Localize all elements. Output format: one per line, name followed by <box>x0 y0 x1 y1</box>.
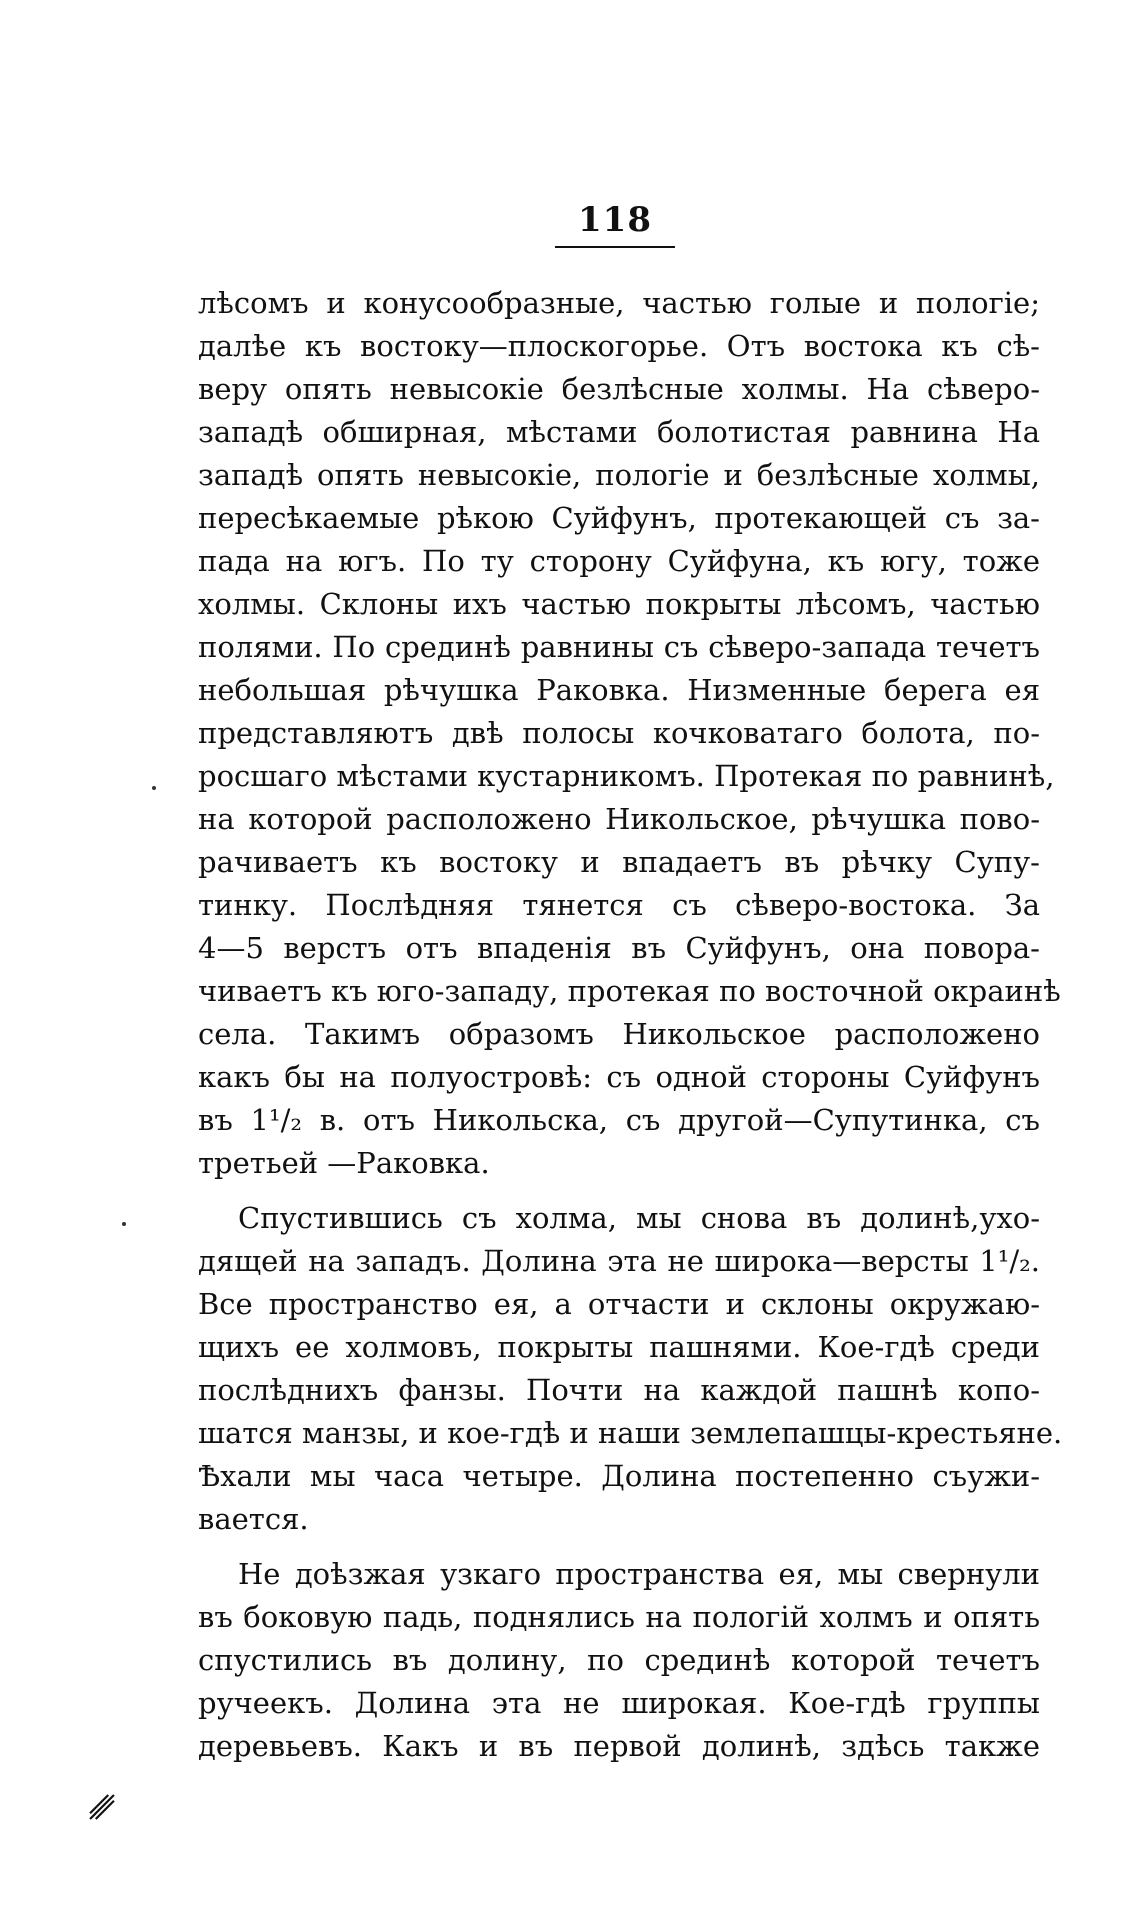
text-line: полями. По срединѣ равнины съ сѣверо-запада течетъ <box>198 630 1040 664</box>
text-line: холмы. Склоны ихъ частью покрыты лѣсомъ, частью <box>198 587 1040 621</box>
text-line: тинку. Послѣдняя тянется съ сѣверо-востока. За <box>198 888 1040 922</box>
margin-speck <box>122 1222 126 1226</box>
text-line: веру опять невысокіе безлѣсные холмы. На сѣверо- <box>198 372 1040 406</box>
text-line: западѣ обширная, мѣстами болотистая равнина На <box>198 415 1040 449</box>
text-line: Ѣхали мы часа четыре. Долина постепенно съужи- <box>198 1459 1040 1493</box>
text-body <box>198 282 1063 1768</box>
corner-mark: ␥ <box>90 1792 114 1827</box>
text-line: чиваетъ къ юго-западу, протекая по восточной окраинѣ <box>198 974 1061 1008</box>
text-line: спустились въ долину, по срединѣ которой течетъ <box>198 1643 1040 1677</box>
text-line: какъ бы на полуостровѣ: съ одной стороны Суйфунъ <box>198 1060 1040 1094</box>
text-line: дящей на западъ. Долина эта не широка—версты 1¹/₂. <box>198 1244 1040 1278</box>
text-line: росшаго мѣстами кустарникомъ. Протекая по равнинѣ, <box>198 759 1055 793</box>
text-line: на которой расположено Никольское, рѣчушка пово- <box>198 802 1040 836</box>
paragraph-2 <box>198 1197 1063 1541</box>
text-line: небольшая рѣчушка Раковка. Низменные берега ея <box>198 673 1040 707</box>
text-line: села. Такимъ образомъ Никольское расположено <box>198 1017 1040 1051</box>
text-line: Спустившись съ холма, мы снова въ долинѣ,ухо- <box>238 1201 1040 1235</box>
text-line: ручеекъ. Долина эта не широкая. Кое-гдѣ группы <box>198 1686 1040 1720</box>
text-line: деревьевъ. Какъ и въ первой долинѣ, здѣсь также <box>198 1729 1040 1763</box>
text-line: шатся манзы, и кое-гдѣ и наши землепашцы-крестьяне. <box>198 1416 1063 1450</box>
paragraph-1 <box>198 282 1061 1185</box>
text-line: Все пространство ея, а отчасти и склоны окружаю- <box>198 1287 1040 1321</box>
text-line: вается. <box>198 1502 309 1536</box>
text-line: пересѣкаемые рѣкою Суйфунъ, протекающей съ за- <box>198 501 1040 535</box>
text-line: въ 1¹/₂ в. отъ Никольска, съ другой—Супутинка, съ <box>198 1103 1040 1137</box>
text-line: щихъ ее холмовъ, покрыты пашнями. Кое-гдѣ среди <box>198 1330 1040 1364</box>
text-line: въ боковую падь, поднялись на пологій холмъ и опять <box>198 1600 1040 1634</box>
margin-speck <box>152 786 156 790</box>
text-line: третьей —Раковка. <box>198 1146 490 1180</box>
text-line: пада на югъ. По ту сторону Суйфуна, къ югу, тоже <box>198 544 1040 578</box>
page-number: 118 <box>555 200 675 248</box>
text-line: представляютъ двѣ полосы кочковатаго болота, по- <box>198 716 1040 750</box>
text-line: 4—5 верстъ отъ впаденія въ Суйфунъ, она повора- <box>198 931 1040 965</box>
text-line: Не доѣзжая узкаго пространства ея, мы свернули <box>238 1557 1040 1591</box>
text-line: лѣсомъ и конусообразные, частью голые и пологіе; <box>198 286 1040 320</box>
paragraph-3 <box>198 1553 1040 1768</box>
text-line: рачиваетъ къ востоку и впадаетъ въ рѣчку Супу- <box>198 845 1040 879</box>
text-line: западѣ опять невысокіе, пологіе и безлѣсные холмы, <box>198 458 1040 492</box>
text-line: послѣднихъ фанзы. Почти на каждой пашнѣ копо- <box>198 1373 1040 1407</box>
text-line: далѣе къ востоку—плоскогорье. Отъ востока къ сѣ- <box>198 329 1040 363</box>
